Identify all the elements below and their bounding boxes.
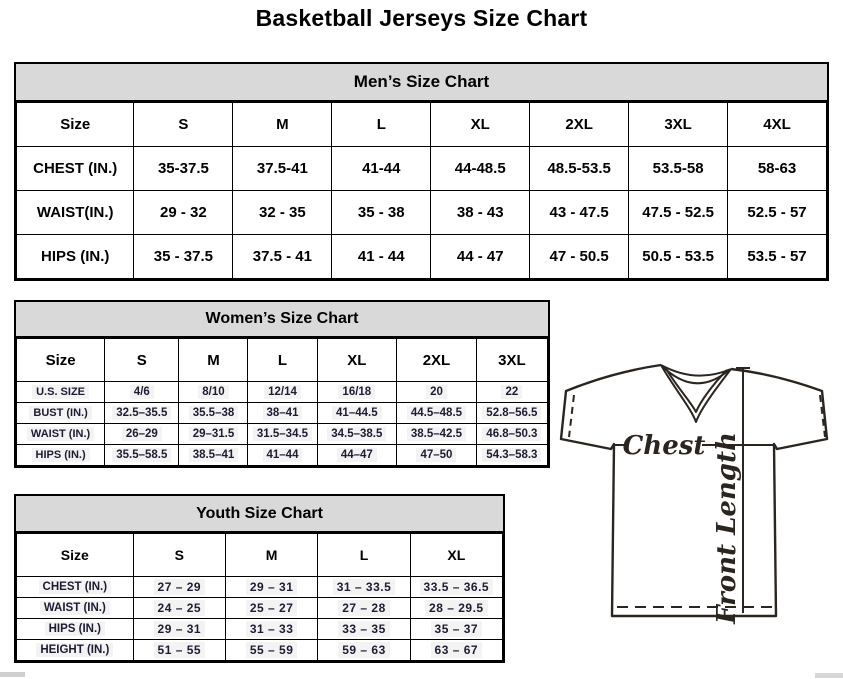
size-cell: 33 – 35 [318, 619, 410, 640]
size-cell: 47.5 - 52.5 [629, 191, 728, 235]
row-label: WAIST (IN.) [17, 598, 134, 619]
mens-size-chart [14, 62, 829, 281]
row-label: BUST (IN.) [17, 403, 105, 424]
size-cell: 35-37.5 [134, 147, 233, 191]
size-header: Size [17, 534, 134, 577]
row-label: U.S. SIZE [17, 382, 105, 403]
size-cell: 34.5–38.5 [317, 424, 397, 445]
row-label: HEIGHT (IN.) [17, 640, 134, 661]
page-title: Basketball Jerseys Size Chart [255, 5, 588, 31]
column-header: 4XL [728, 103, 827, 147]
table-row [17, 191, 827, 235]
size-cell: 29 – 31 [225, 577, 317, 598]
size-cell: 4/6 [105, 382, 179, 403]
jersey-outline [561, 365, 827, 616]
table-row [17, 445, 548, 466]
table-row [17, 147, 827, 191]
size-cell: 41 - 44 [332, 235, 431, 279]
column-header: S [133, 534, 225, 577]
size-cell: 59 – 63 [318, 640, 410, 661]
horizontal-scrollbar-fragment-right[interactable] [815, 673, 843, 678]
size-cell: 16/18 [317, 382, 397, 403]
size-cell: 38.5–41 [179, 445, 248, 466]
column-header: XL [410, 534, 502, 577]
size-cell: 53.5 - 57 [728, 235, 827, 279]
row-label: HIPS (IN.) [17, 619, 134, 640]
column-header: 2XL [530, 103, 629, 147]
table-row [17, 577, 503, 598]
size-cell: 31 – 33.5 [318, 577, 410, 598]
column-header: 2XL [397, 339, 477, 382]
table-row [17, 640, 503, 661]
size-cell: 53.5-58 [629, 147, 728, 191]
size-cell: 33.5 – 36.5 [410, 577, 502, 598]
size-cell: 25 – 27 [225, 598, 317, 619]
row-label: CHEST (IN.) [17, 577, 134, 598]
size-cell: 27 – 28 [318, 598, 410, 619]
size-cell: 32.5–35.5 [105, 403, 179, 424]
column-header: S [134, 103, 233, 147]
size-cell: 52.5 - 57 [728, 191, 827, 235]
size-cell: 44 - 47 [431, 235, 530, 279]
size-cell: 24 – 25 [133, 598, 225, 619]
header-row [17, 534, 503, 577]
size-cell: 52.8–56.5 [476, 403, 547, 424]
size-cell: 12/14 [248, 382, 317, 403]
size-cell: 28 – 29.5 [410, 598, 502, 619]
size-cell: 20 [397, 382, 477, 403]
table-row [17, 235, 827, 279]
size-cell: 44-48.5 [431, 147, 530, 191]
size-cell: 29 – 31 [133, 619, 225, 640]
size-cell: 41–44.5 [317, 403, 397, 424]
womens-size-chart [14, 300, 550, 468]
womens-table [16, 338, 548, 466]
cuff-dashed-line-left [569, 395, 574, 437]
size-cell: 29–31.5 [179, 424, 248, 445]
row-label: CHEST (IN.) [17, 147, 134, 191]
size-header: Size [17, 103, 134, 147]
chest-label: Chest [622, 431, 706, 461]
size-cell: 55 – 59 [225, 640, 317, 661]
mens-chart-title: Men’s Size Chart [16, 64, 827, 102]
mens-table [16, 102, 827, 279]
size-cell: 58-63 [728, 147, 827, 191]
size-cell: 38 - 43 [431, 191, 530, 235]
column-header: M [233, 103, 332, 147]
size-cell: 22 [476, 382, 547, 403]
column-header: M [179, 339, 248, 382]
size-cell: 47–50 [397, 445, 477, 466]
column-header: S [105, 339, 179, 382]
size-cell: 8/10 [179, 382, 248, 403]
size-cell: 41-44 [332, 147, 431, 191]
column-header: XL [431, 103, 530, 147]
size-cell: 35 - 37.5 [134, 235, 233, 279]
size-cell: 51 – 55 [133, 640, 225, 661]
column-header: 3XL [476, 339, 547, 382]
size-cell: 38–41 [248, 403, 317, 424]
size-cell: 35 - 38 [332, 191, 431, 235]
row-label: HIPS (IN.) [17, 235, 134, 279]
table-row [17, 403, 548, 424]
size-cell: 37.5-41 [233, 147, 332, 191]
header-row [17, 103, 827, 147]
womens-chart-title: Women’s Size Chart [16, 302, 548, 338]
row-label: WAIST (IN.) [17, 424, 105, 445]
size-cell: 31.5–34.5 [248, 424, 317, 445]
size-cell: 35.5–58.5 [105, 445, 179, 466]
size-cell: 38.5–42.5 [397, 424, 477, 445]
column-header: 3XL [629, 103, 728, 147]
size-cell: 50.5 - 53.5 [629, 235, 728, 279]
table-row [17, 382, 548, 403]
youth-size-chart [14, 494, 505, 663]
table-row [17, 598, 503, 619]
column-header: L [332, 103, 431, 147]
table-row [17, 424, 548, 445]
column-header: M [225, 534, 317, 577]
size-cell: 27 – 29 [133, 577, 225, 598]
size-cell: 31 – 33 [225, 619, 317, 640]
jersey-measurement-diagram [554, 360, 840, 628]
size-cell: 41–44 [248, 445, 317, 466]
size-header: Size [17, 339, 105, 382]
youth-table [16, 533, 503, 661]
table-row [17, 619, 503, 640]
size-cell: 44.5–48.5 [397, 403, 477, 424]
size-cell: 43 - 47.5 [530, 191, 629, 235]
column-header: XL [317, 339, 397, 382]
size-cell: 29 - 32 [134, 191, 233, 235]
size-cell: 48.5-53.5 [530, 147, 629, 191]
horizontal-scrollbar-fragment-left[interactable] [0, 672, 25, 677]
size-cell: 46.8–50.3 [476, 424, 547, 445]
size-cell: 63 – 67 [410, 640, 502, 661]
column-header: L [318, 534, 410, 577]
front-length-label: Front Length [712, 432, 742, 624]
row-label: WAIST(IN.) [17, 191, 134, 235]
size-cell: 54.3–58.3 [476, 445, 547, 466]
size-cell: 26–29 [105, 424, 179, 445]
size-cell: 35.5–38 [179, 403, 248, 424]
size-cell: 32 - 35 [233, 191, 332, 235]
size-cell: 35 – 37 [410, 619, 502, 640]
size-cell: 44–47 [317, 445, 397, 466]
size-cell: 47 - 50.5 [530, 235, 629, 279]
row-label: HIPS (IN.) [17, 445, 105, 466]
youth-chart-title: Youth Size Chart [16, 496, 503, 533]
column-header: L [248, 339, 317, 382]
size-cell: 37.5 - 41 [233, 235, 332, 279]
header-row [17, 339, 548, 382]
